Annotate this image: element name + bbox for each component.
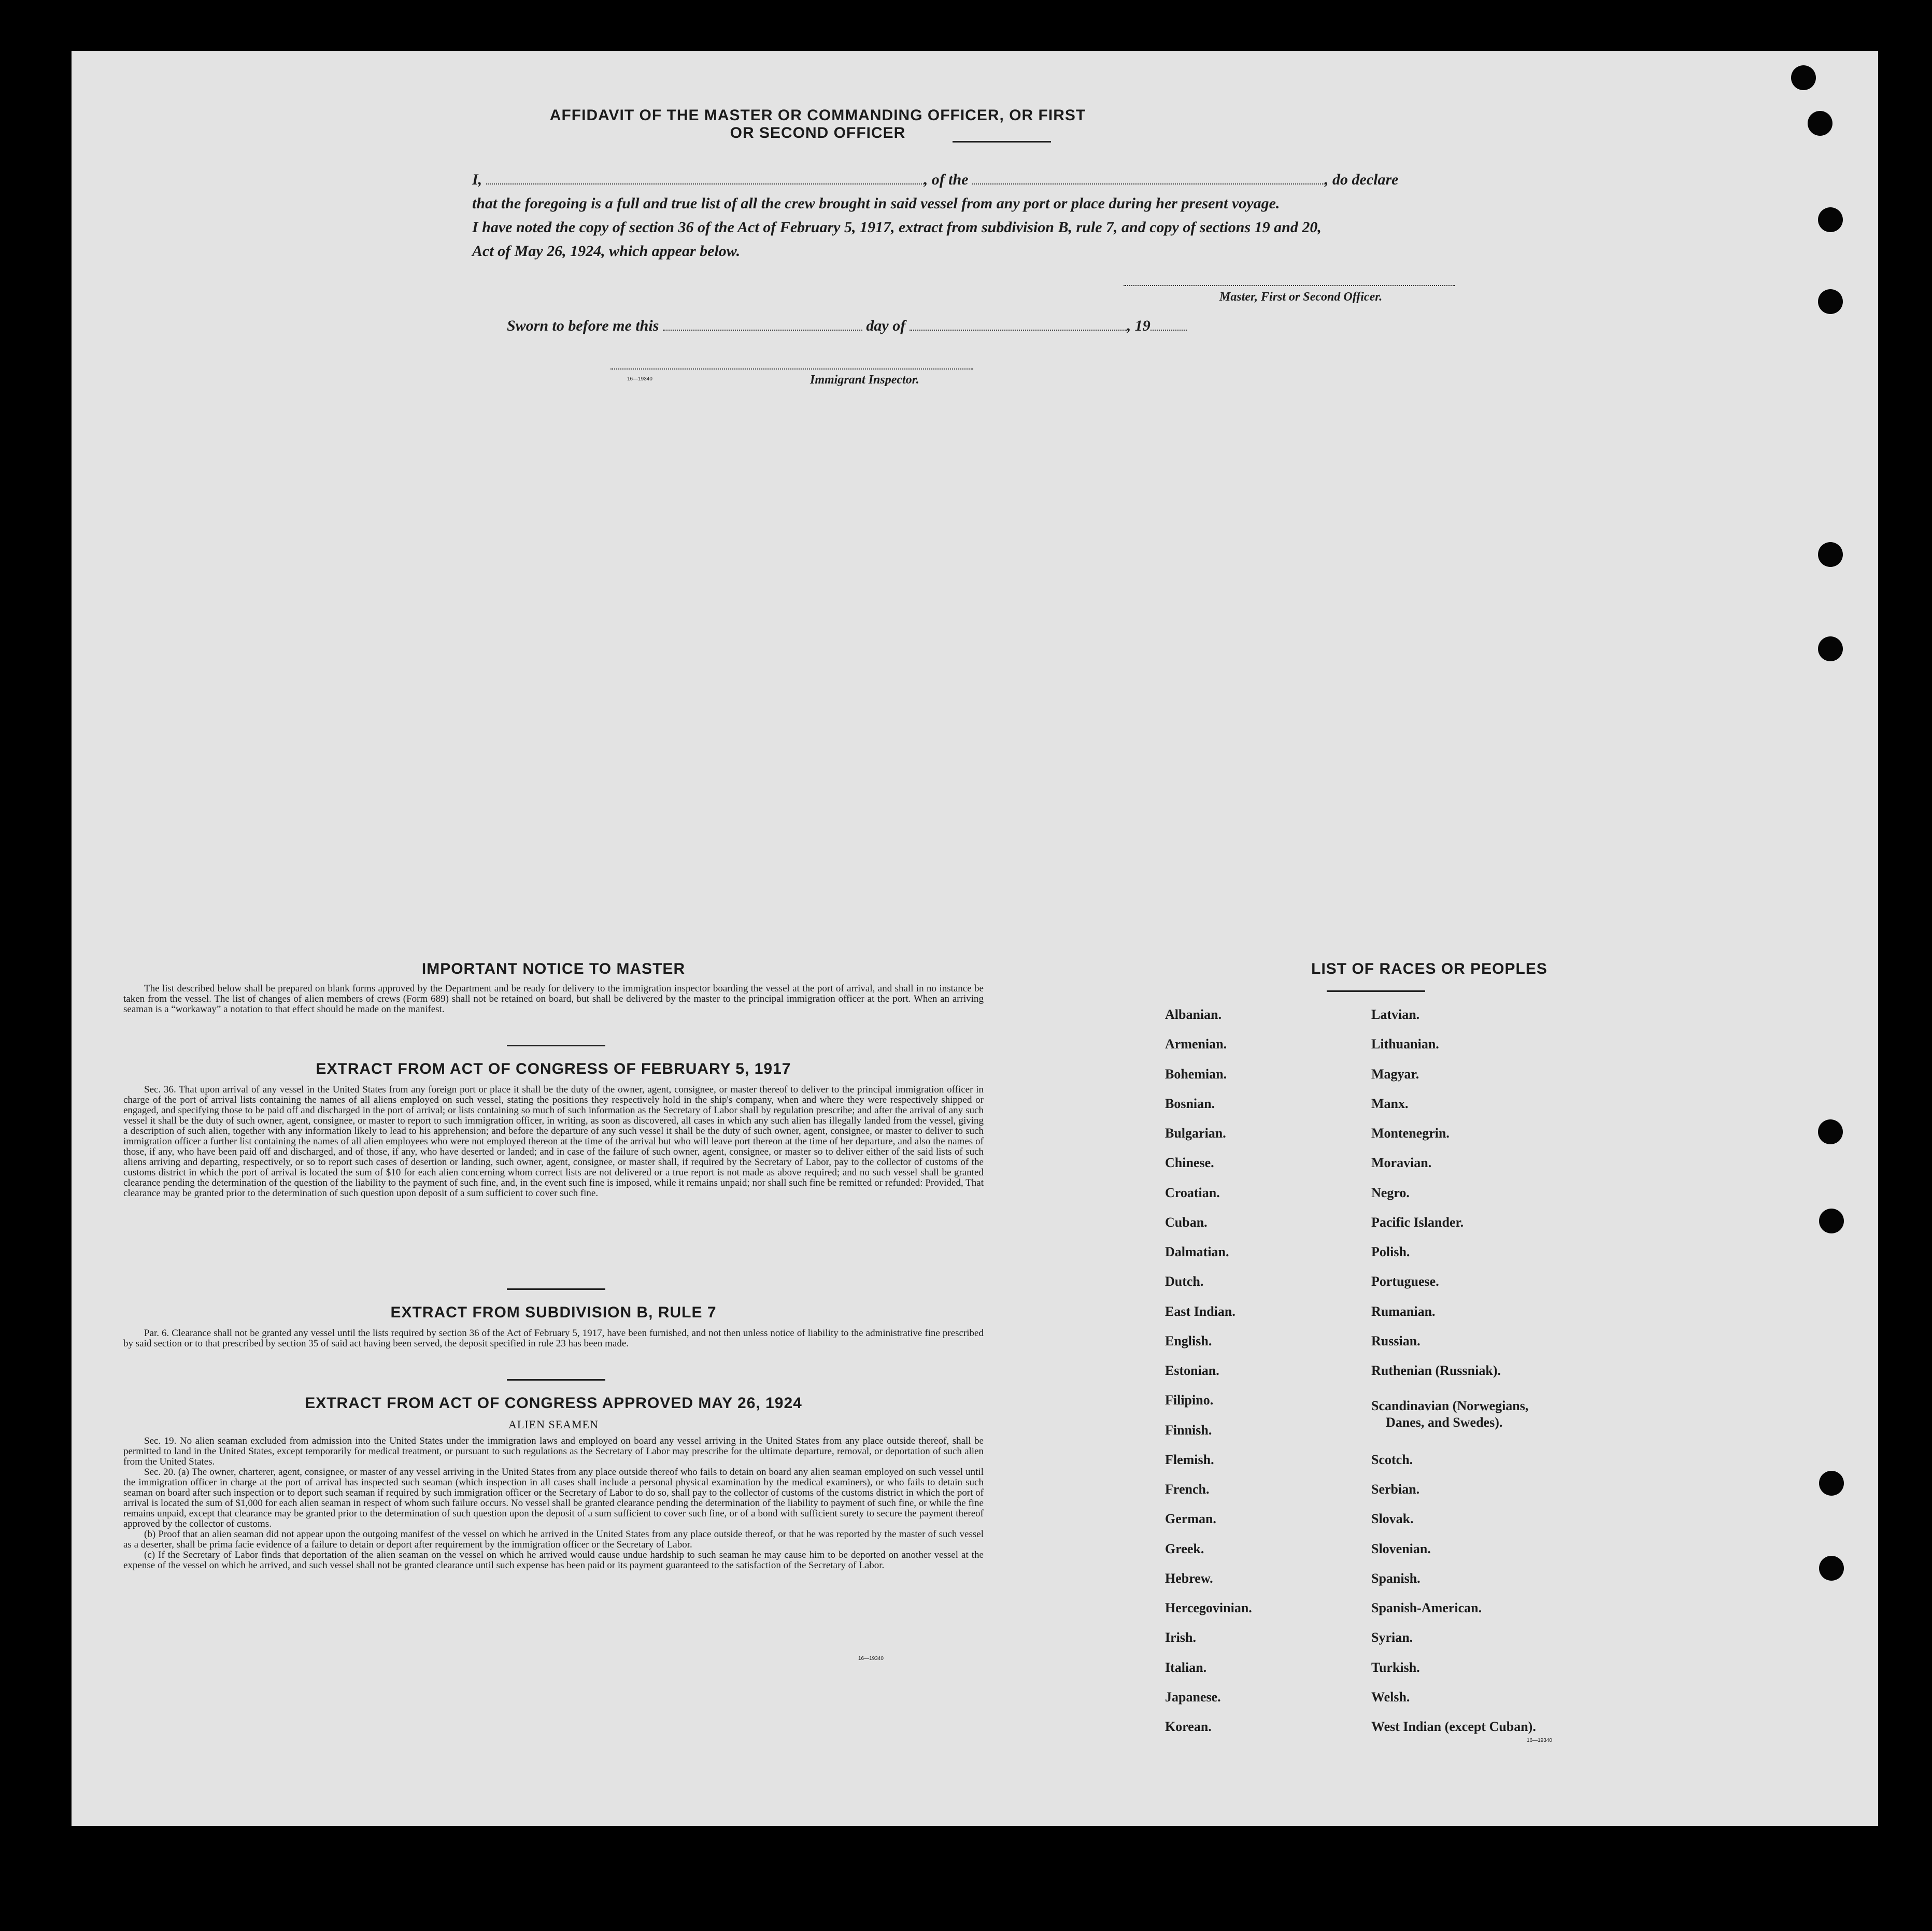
day-blank[interactable] bbox=[663, 319, 862, 331]
vessel-blank[interactable] bbox=[972, 173, 1325, 184]
inspector-signature-line[interactable] bbox=[610, 368, 973, 370]
race-item: Japanese. bbox=[1165, 1689, 1221, 1705]
binder-hole-icon bbox=[1819, 1209, 1844, 1233]
sworn-year: , 19 bbox=[1127, 317, 1150, 334]
race-item: Scotch. bbox=[1371, 1452, 1413, 1467]
binder-hole-icon bbox=[1818, 207, 1843, 232]
race-item: Italian. bbox=[1165, 1660, 1207, 1675]
binder-hole-icon bbox=[1819, 1471, 1844, 1496]
race-item: Bosnian. bbox=[1165, 1096, 1215, 1111]
race-item: Lithuanian. bbox=[1371, 1037, 1439, 1052]
extract-1924-text bbox=[123, 1436, 984, 1571]
race-item: Manx. bbox=[1371, 1096, 1409, 1111]
race-item: Russian. bbox=[1371, 1333, 1420, 1348]
races-title: LIST OF RACES OR PEOPLES bbox=[1311, 960, 1547, 977]
race-item: Dalmatian. bbox=[1165, 1244, 1229, 1259]
race-item: Armenian. bbox=[1165, 1037, 1227, 1052]
race-item: Finnish. bbox=[1165, 1423, 1212, 1438]
extract-form-number: 16—19340 bbox=[858, 1656, 884, 1662]
notice-paragraph: The list described below shall be prepared on blank forms approved by the Department and be ready for delivery to the immigration inspector boarding the vessel at the port of arrival, and shall in no instance be taken from the vessel. The list of changes of alien members of crews (Form 689) shall not be retained on board, but shall be delivered by the master to the principal immigration officer at the port. When an arriving seaman is a “workaway” a notation to that effect should be made on the manifest. bbox=[123, 983, 984, 1015]
race-item: Pacific Islander. bbox=[1371, 1215, 1464, 1230]
race-item: Hercegovinian. bbox=[1165, 1600, 1252, 1615]
binder-hole-icon bbox=[1791, 65, 1816, 90]
race-item: West Indian (except Cuban). bbox=[1371, 1719, 1536, 1734]
race-item: Estonian. bbox=[1165, 1363, 1219, 1378]
declaration-i: I, bbox=[472, 171, 482, 188]
affidavit-form-number: 16—19340 bbox=[627, 376, 652, 382]
race-item: Negro. bbox=[1371, 1185, 1410, 1200]
race-item: Hebrew. bbox=[1165, 1571, 1213, 1586]
extract-rule7-rule bbox=[507, 1379, 605, 1381]
binder-hole-icon bbox=[1808, 111, 1832, 136]
extract-1924-title: EXTRACT FROM ACT OF CONGRESS APPROVED MAY 26, 1924 bbox=[305, 1395, 802, 1412]
declaration-block bbox=[472, 168, 1540, 263]
rule7-paragraph: Par. 6. Clearance shall not be granted any vessel until the lists required by section 36 of the Act of February 5, 1917, have been furnished, and not then unless notice of liability to the administrative fine prescribed by said section or to that prescribed by section 35 of said act having been served, the deposit specified in rule 23 has been made. bbox=[123, 1328, 984, 1349]
race-item: Spanish-American. bbox=[1371, 1600, 1482, 1615]
binder-hole-icon bbox=[1819, 1556, 1844, 1581]
declaration-line-2: that the foregoing is a full and true list of all the crew brought in said vessel from any port or place during her present voyage. bbox=[472, 195, 1280, 212]
race-item: Korean. bbox=[1165, 1719, 1212, 1734]
races-form-number: 16—19340 bbox=[1527, 1738, 1552, 1743]
race-item: Latvian. bbox=[1371, 1007, 1420, 1022]
section-20b-paragraph: (b) Proof that an alien seaman did not appear upon the outgoing manifest of the vessel on which he arrived in the United States from any place outside thereof, or that he was reported by the master of such vessel as a deserter, shall be prima facie evidence of a failure to detain or deport after requirement by the immigration officer or the Secretary of Labor. bbox=[123, 1529, 984, 1550]
race-item: Dutch. bbox=[1165, 1274, 1204, 1289]
alien-seamen-subtitle: ALIEN SEAMEN bbox=[508, 1418, 599, 1431]
section-19-paragraph: Sec. 19. No alien seaman excluded from admission into the United States under the immigration laws and employed on board any vessel arriving in the United States from any place outside thereof, shall be permitted to land in the United States, except temporarily for medical treatment, or pursuant to such regulations as the Secretary of Labor may prescribe for the ultimate departure, removal, or deportation of such alien from the United States. bbox=[123, 1436, 984, 1467]
sworn-day-of: day of bbox=[866, 317, 906, 334]
race-item: French. bbox=[1165, 1482, 1210, 1497]
race-item: German. bbox=[1165, 1511, 1216, 1526]
race-item: Cuban. bbox=[1165, 1215, 1208, 1230]
race-item: Syrian. bbox=[1371, 1630, 1413, 1645]
notice-text bbox=[123, 984, 984, 1015]
section-20a-paragraph: Sec. 20. (a) The owner, charterer, agent, consignee, or master of any vessel arriving in the United States from any place outside thereof who fails to detain on board any alien seaman employed on such vessel until the immigration officer in charge at the port of arrival has inspected such seaman (which inspection in all cases shall include a personal physical examination by the medical examiners), or who fails to detain such seaman on board after such inspection or to deport such seaman if required by such immigration officer or the Secretary of Labor to do so, shall pay to the collector of customs of the customs district in which the port of arrival is located the sum of $1,000 for each alien seaman in respect of whom such failure occurs. No vessel shall be granted clearance pending the determination of the liability to payment of such fine, or while the fine remains unpaid, except that clearance may be granted prior to the determination of such question upon the deposit of a sum sufficient to cover such fine, or of a bond with sufficient surety to secure the payment thereof approved by the collector of customs. bbox=[123, 1467, 984, 1529]
title-rule bbox=[953, 141, 1051, 143]
race-item: East Indian. bbox=[1165, 1304, 1235, 1319]
race-item: Rumanian. bbox=[1371, 1304, 1436, 1319]
race-item: Bohemian. bbox=[1165, 1067, 1227, 1082]
extract-rule7-text bbox=[123, 1328, 984, 1349]
race-item: Spanish. bbox=[1371, 1571, 1420, 1586]
section-36-paragraph: Sec. 36. That upon arrival of any vessel in the United States from any foreign port or place it shall be the duty of the owner, agent, consignee, or master thereof to deliver to the principal immigration officer in charge of the port of arrival lists containing the names of all aliens employed on such vessel, stating the positions they respectively hold in the ship's company, when and where they were respectively shipped or engaged, and specifying those to be paid off and discharged in the port of arrival; or lists containing so much of such information as the Secretary of Labor shall by regulation prescribe; and after the arrival of any such vessel it shall be the duty of such owner, agent, consignee, or master to report to such immigration officer, in writing, as soon as discovered, all cases in which any such alien has illegally landed from the vessel, giving a description of such alien, together with any information likely to lead to his apprehension; and before the departure of any such vessel it shall be the duty of such owner, agent, consignee, or master to deliver to such immigration officer a further list containing the names of all alien employees who were not employed thereon at the time of the arrival but who will leave port thereon at the time of her departure, and also the names of those, if any, who have been paid off and discharged, and of those, if any, who have deserted or landed; and in case of the failure of such owner, agent, consignee, or master so to deliver either of the said lists of such aliens arriving and departing, respectively, or so to report such cases of desertion or landing, such owner, agent, consignee, or master shall, if required by the Secretary of Labor, pay to the collector of customs of the customs district in which the port of arrival is located the sum of $10 for each alien concerning whom correct lists are not delivered or a true report is not made as above required; and no such vessel shall be granted clearance pending the determination of the question of the liability to the payment of such fine, and, in the event such fine is imposed, while it remains unpaid; nor shall such fine be remitted or refunded: Provided, That clearance may be granted prior to the determination of such question upon deposit of a sum sufficient to cover such fine. bbox=[123, 1084, 984, 1199]
master-signature-line[interactable] bbox=[1124, 285, 1455, 286]
race-item: Scandinavian (Norwegians, bbox=[1371, 1398, 1529, 1413]
sworn-prefix: Sworn to before me this bbox=[507, 317, 659, 334]
notice-rule bbox=[507, 1045, 605, 1046]
race-item: English. bbox=[1165, 1333, 1212, 1348]
race-item: Welsh. bbox=[1371, 1689, 1410, 1705]
extract-1917-text bbox=[123, 1085, 984, 1199]
declaration-line-4: Act of May 26, 1924, which appear below. bbox=[472, 243, 741, 260]
affidavit-title: AFFIDAVIT OF THE MASTER OR COMMANDING OFFICER, OR FIRST OR SECOND OFFICER bbox=[549, 107, 1086, 141]
race-item: Albanian. bbox=[1165, 1007, 1222, 1022]
race-item-continued: Danes, and Swedes). bbox=[1386, 1415, 1503, 1430]
race-item: Chinese. bbox=[1165, 1155, 1214, 1170]
section-20c-paragraph: (c) If the Secretary of Labor finds that deportation of the alien seaman on the vessel on which he arrived would cause undue hardship to such seaman he may cause him to be deported on another vessel at the expense of the vessel on which he arrived, and such vessel shall not be granted clearance until such expense has been paid or its payment guaranteed to the satisfaction of the Secretary of Labor. bbox=[123, 1550, 984, 1571]
race-item: Irish. bbox=[1165, 1630, 1196, 1645]
month-blank[interactable] bbox=[910, 319, 1127, 331]
race-item: Portuguese. bbox=[1371, 1274, 1439, 1289]
extract-rule7-title: EXTRACT FROM SUBDIVISION B, RULE 7 bbox=[390, 1304, 717, 1321]
master-signature-label: Master, First or Second Officer. bbox=[1219, 290, 1383, 304]
binder-hole-icon bbox=[1818, 636, 1843, 661]
race-item: Moravian. bbox=[1371, 1155, 1432, 1170]
race-item: Polish. bbox=[1371, 1244, 1410, 1259]
race-item: Slovenian. bbox=[1371, 1541, 1431, 1556]
notice-title: IMPORTANT NOTICE TO MASTER bbox=[421, 960, 686, 977]
document-page bbox=[72, 51, 1878, 1826]
race-item: Filipino. bbox=[1165, 1393, 1214, 1408]
race-item: Montenegrin. bbox=[1371, 1126, 1450, 1141]
race-item: Turkish. bbox=[1371, 1660, 1420, 1675]
race-item: Serbian. bbox=[1371, 1482, 1420, 1497]
binder-hole-icon bbox=[1818, 1119, 1843, 1144]
race-item: Croatian. bbox=[1165, 1185, 1220, 1200]
declaration-of-the: , of the bbox=[924, 171, 969, 188]
declaration-do-declare: , do declare bbox=[1325, 171, 1399, 188]
race-item: Magyar. bbox=[1371, 1067, 1419, 1082]
race-item: Bulgarian. bbox=[1165, 1126, 1226, 1141]
name-blank[interactable] bbox=[486, 173, 924, 184]
race-item: Flemish. bbox=[1165, 1452, 1214, 1467]
sworn-line bbox=[507, 314, 1336, 338]
declaration-line-1 bbox=[472, 168, 1540, 192]
race-item: Greek. bbox=[1165, 1541, 1204, 1556]
binder-hole-icon bbox=[1818, 542, 1843, 567]
declaration-line-3: I have noted the copy of section 36 of the Act of February 5, 1917, extract from subdivision B, rule 7, and copy of sections 19 and 20, bbox=[472, 219, 1322, 236]
binder-hole-icon bbox=[1818, 289, 1843, 314]
year-blank[interactable] bbox=[1150, 319, 1187, 331]
extract-1917-rule bbox=[507, 1288, 605, 1290]
races-rule bbox=[1327, 990, 1425, 992]
race-item: Slovak. bbox=[1371, 1511, 1414, 1526]
extract-1917-title: EXTRACT FROM ACT OF CONGRESS OF FEBRUARY 5, 1917 bbox=[316, 1060, 791, 1077]
race-item: Ruthenian (Russniak). bbox=[1371, 1363, 1501, 1378]
inspector-label: Immigrant Inspector. bbox=[810, 373, 919, 387]
